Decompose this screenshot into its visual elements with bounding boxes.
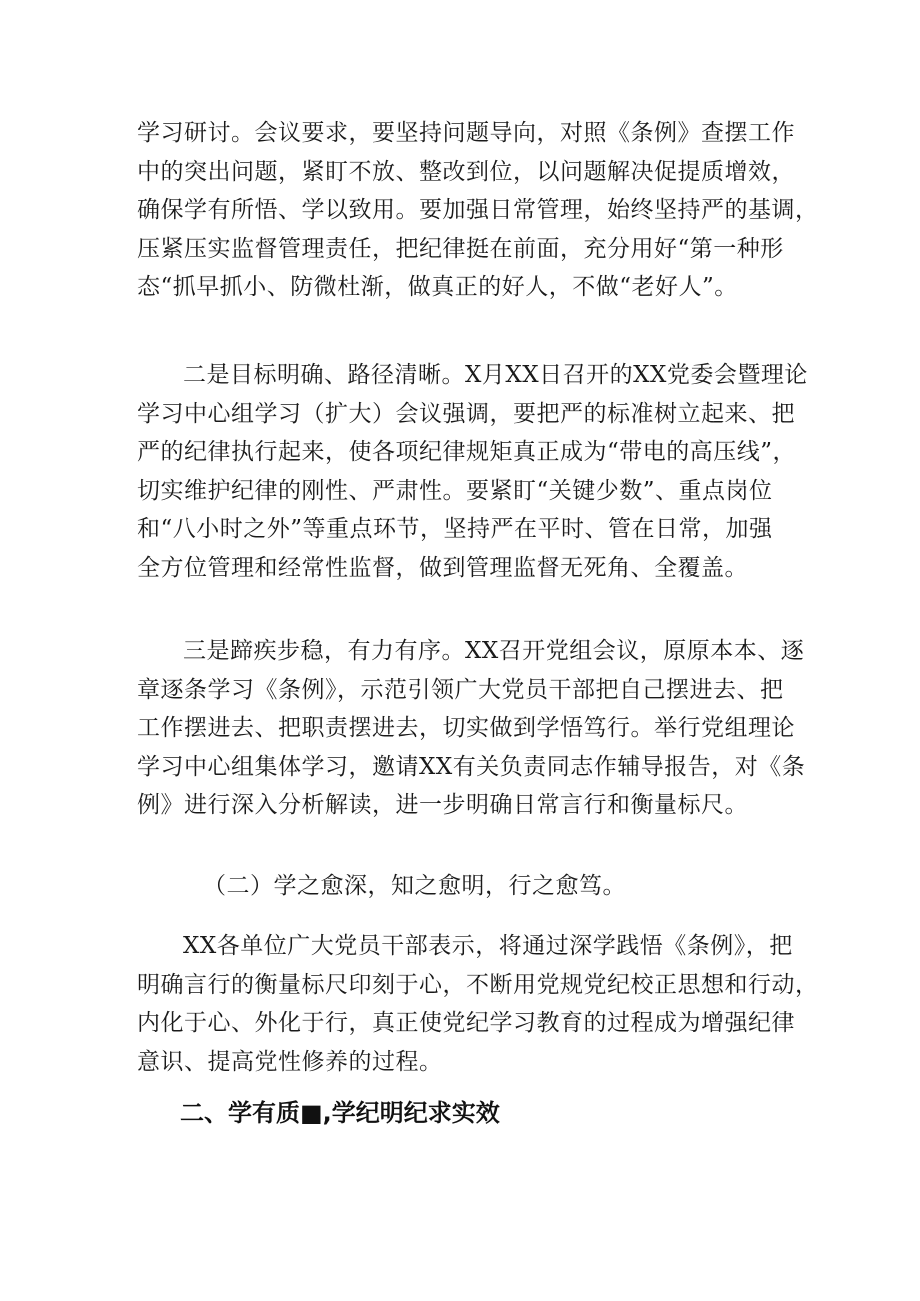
text-line: 内化于心、外化于行，真正使党纪学习教育的过程成为增强纪律 (137, 1010, 795, 1036)
text-line: XX各单位广大党员干部表示，将通过深学践悟《条例》，把 (183, 933, 793, 959)
text-line: 意识、提高党性修养的过程。 (137, 1048, 443, 1075)
text-line: 例》进行深入分析解读，进一步明确日常言行和衡量标尺。 (137, 792, 748, 818)
text-line: 态“抓早抓小、防微杜渐，做真正的好人，不做“老好人”。 (137, 274, 738, 300)
text-line: 三是蹄疾步稳，有力有序。XX召开党组会议，原原本本、逐 (183, 638, 805, 664)
subheading-learn-deeper (137, 867, 797, 906)
text-line: 学习研讨。会议要求，要坚持问题导向，对照《条例》查摆工作 (137, 120, 795, 146)
text-line: 学习中心组集体学习，邀请XX有关负责同志作辅导报告，对《条 (137, 753, 806, 780)
text-line: 章逐条学习《条例》，示范引领广大党员干部把自己摆进去、把 (137, 676, 784, 703)
paragraph-clear-goals (137, 356, 808, 587)
text-line: 学习中心组学习（扩大）会议强调，要把严的标准树立起来、把 (137, 400, 795, 427)
paragraph-steady-steps (137, 632, 806, 825)
text-line: 工作摆进去、把职责摆进去，切实做到学悟笃行。举行党组理论 (137, 715, 795, 741)
text-line: 和“八小时之外”等重点环节，坚持严在平时、管在日常，加强 (137, 516, 773, 542)
text-line: 明确言行的衡量标尺印刻于心，不断用党规党纪校正思想和行动， (137, 971, 819, 998)
text-line: （二）学之愈深，知之愈明，行之愈笃。 (203, 873, 626, 899)
text-line: 压紧压实监督管理责任，把纪律挺在前面，充分用好“第一种形 (137, 235, 784, 262)
text-line: 确保学有所悟、学以致用。要加强日常管理，始终坚持严的基调， (137, 197, 819, 223)
text-line: 中的突出问题，紧盯不放、整改到位，以问题解决促提质增效， (137, 158, 795, 185)
paragraph-members-statement (137, 927, 819, 1081)
text-line: 严的纪律执行起来，使各项纪律规矩真正成为“带电的高压线”， (137, 439, 797, 465)
paragraph-meeting-requirements (137, 114, 819, 307)
text-line: 全方位管理和经常性监督，做到管理监督无死角、全覆盖。 (137, 554, 748, 581)
text-line: 二是目标明确、路径清晰。X月XX日召开的XX党委会暨理论 (183, 362, 808, 388)
text-line: 切实维护纪律的刚性、严肃性。要紧盯“关键少数”、重点岗位 (137, 477, 773, 504)
section-heading: 二、学有质■,学纪明纪求实效 (180, 1099, 500, 1127)
